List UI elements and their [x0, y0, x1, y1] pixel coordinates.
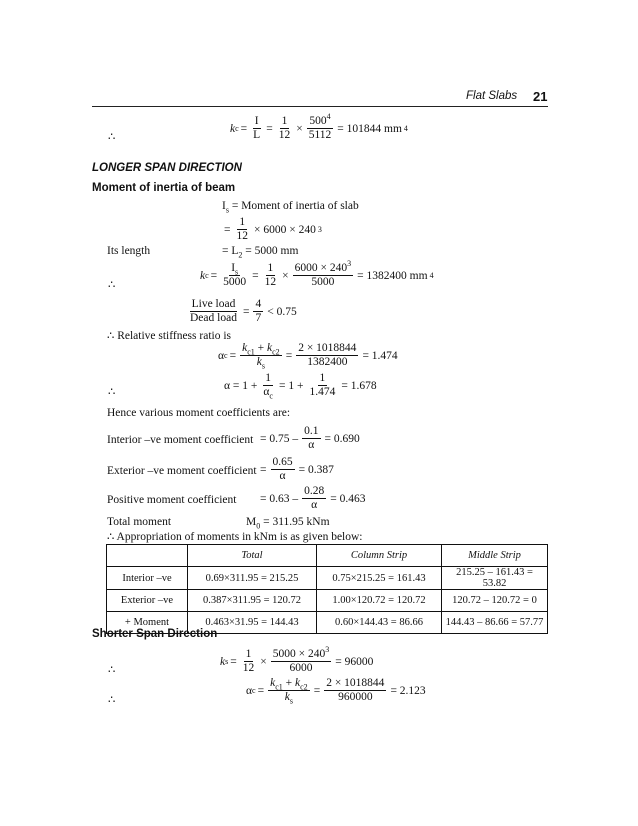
- page-number: 21: [533, 89, 548, 104]
- therefore-symbol: ∴: [108, 131, 116, 143]
- table-row: [107, 590, 548, 612]
- table-cell: 0.69×311.95 = 215.25: [188, 567, 317, 590]
- hence-line: Hence various moment coefficients are:: [107, 407, 291, 419]
- equation-kc-longer: k c = $\frac{I_s}{5000}$ = $\frac{1}{12}$ × $\frac{6000 \times 240^3}{5000}$ = 1382400 mm 4: [200, 259, 434, 289]
- therefore-symbol: ∴: [108, 694, 116, 706]
- appropriation-line: ∴ Appropriation of moments in kNm is as given below:: [107, 531, 363, 543]
- subheading-moment-of-inertia: Moment of inertia of beam: [92, 182, 236, 194]
- therefore-symbol: ∴: [108, 664, 116, 676]
- table-cell: 0.387×311.95 = 120.72: [188, 590, 317, 612]
- equation-ks-shorter: k s = $\frac{1}{12}$ × $\frac{5000 \times 240^3}{6000}$ = 96000: [220, 645, 374, 675]
- table-cell: Interior –ve: [107, 567, 188, 590]
- fraction-500-over-5112: $\frac{500^4}{5112}$: [308, 112, 332, 142]
- table-cell: Exterior –ve: [107, 590, 188, 612]
- fraction-one-twelfth: $\frac{1}{12}$: [278, 115, 291, 142]
- positive-coef-label: Positive moment coefficient: [107, 494, 237, 506]
- exterior-coef-label: Exterior –ve moment coefficient: [107, 465, 257, 477]
- table-cell: 0.75×215.25 = 161.43: [317, 567, 442, 590]
- kc-transverse-result: = 101844 mm: [337, 122, 402, 135]
- section-heading-longer-span: LONGER SPAN DIRECTION: [92, 162, 242, 174]
- table-cell: 0.60×144.43 = 86.66: [317, 612, 442, 634]
- running-header-title: Flat Slabs: [466, 90, 518, 102]
- moment-table: [106, 544, 548, 634]
- table-row: [107, 567, 548, 590]
- table-header-cell: Total: [188, 545, 317, 567]
- its-length-label: Its length: [107, 245, 151, 257]
- equation-alpha: α = 1 + $\frac{1}{\alpha_c}$ = 1 + $\frac{1}{1.474}$ = 1.678: [224, 372, 377, 401]
- load-ratio-equation: $\frac{\text{Live load}}{\text{Dead load}}$ = $\frac{4}{7}$ < 0.75: [190, 298, 297, 325]
- positive-coef-equation: = 0.63 – $\frac{0.28}{\alpha}$ = 0.463: [260, 485, 366, 512]
- exterior-coef-equation: = $\frac{0.65}{\alpha}$ = 0.387: [260, 456, 334, 483]
- table-header-cell: Middle Strip: [442, 545, 548, 567]
- table-header-cell: Column Strip: [317, 545, 442, 567]
- total-moment-label: Total moment: [107, 516, 172, 528]
- fraction-I-over-L: $\frac{I}{L}$: [253, 115, 261, 142]
- equation-alpha-c: α c = $\frac{k_{c1} + k_{c2}}{k_s}$ = $\frac{2 \times 1018844}{1382400}$ = 1.474: [218, 342, 398, 371]
- relative-stiffness-label: ∴ Relative stiffness ratio is: [107, 330, 232, 342]
- table-cell: 215.25 – 161.43 = 53.82: [442, 567, 548, 590]
- equation-alpha-c-shorter: α c = $\frac{k_{c1} + k_{c2}}{k_s}$ = $\frac{2 \times 1018844}{960000}$ = 2.123: [246, 677, 426, 706]
- therefore-symbol: ∴: [108, 386, 116, 398]
- kc-longer-result: = 1382400 mm: [357, 269, 428, 282]
- therefore-symbol: ∴: [108, 279, 116, 291]
- its-length-value: = $L_2 = 5000$ mm: [222, 245, 299, 260]
- interior-coef-equation: = 0.75 – $\frac{0.1}{\alpha}$ = 0.690: [260, 425, 360, 452]
- table-cell: + Moment: [107, 612, 188, 634]
- table-header-row: [107, 545, 548, 567]
- kc-symbol: k: [230, 122, 236, 135]
- is-definition: $I_s$ = Moment of inertia of slab: [222, 200, 359, 215]
- header-rule: [92, 106, 548, 107]
- interior-coef-label: Interior –ve moment coefficient: [107, 434, 254, 446]
- is-value-equation: = $\frac{1}{12}$ × 6000 × 240 3: [224, 216, 322, 243]
- table-cell: 120.72 – 120.72 = 0: [442, 590, 548, 612]
- table-cell: 1.00×120.72 = 120.72: [317, 590, 442, 612]
- table-cell: 0.463×31.95 = 144.43: [188, 612, 317, 634]
- table-header-cell: [107, 545, 188, 567]
- subheading-shorter-span: Shorter Span Direction: [92, 628, 218, 640]
- table-cell: 144.43 – 86.66 = 57.77: [442, 612, 548, 634]
- total-moment-value: $M_0 = 311.95$ kNm: [246, 516, 330, 531]
- equation-kc-transverse: k c = $\frac{I}{L}$ = $\frac{1}{12}$ × $\frac{500^4}{5112}$ = 101844 mm 4: [230, 112, 408, 142]
